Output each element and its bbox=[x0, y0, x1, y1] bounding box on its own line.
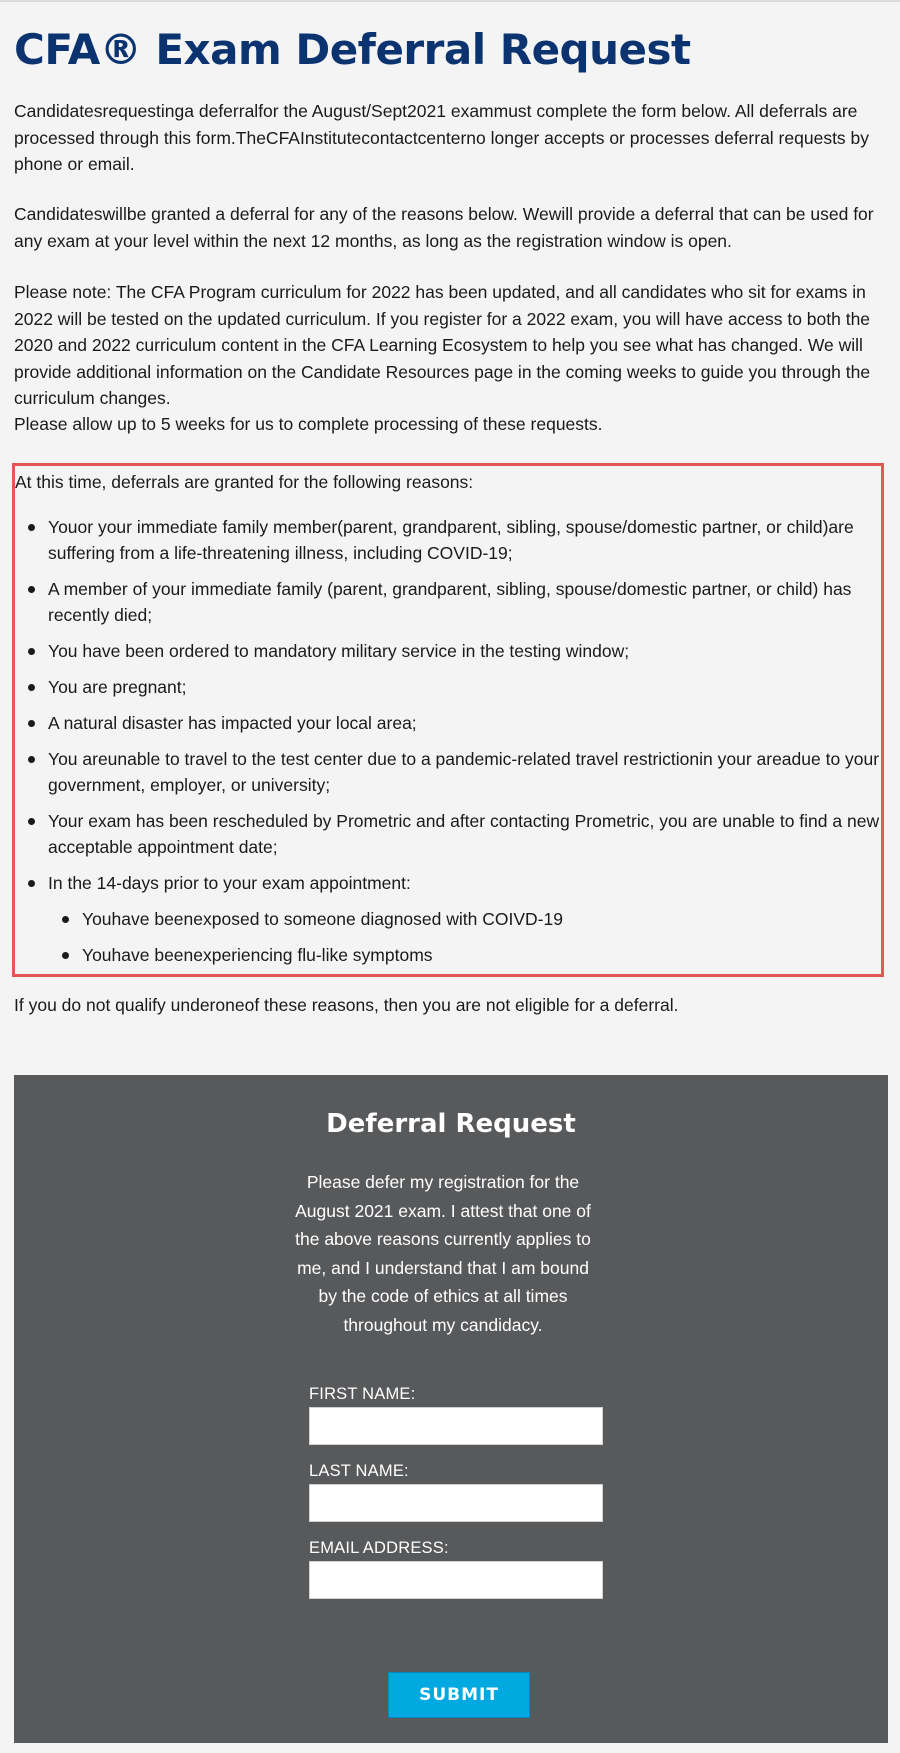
sub-reason-symptoms: Youhave beenexperiencing flu-like symptoms bbox=[82, 942, 884, 968]
reason-item-disaster: A natural disaster has impacted your local area; bbox=[48, 710, 884, 736]
deferral-request-form bbox=[14, 1075, 888, 1743]
last-name-label: LAST NAME: bbox=[309, 1462, 409, 1480]
email-address-input[interactable] bbox=[309, 1561, 603, 1599]
sub-reason-exposed: Youhave beenexposed to someone diagnosed with COIVD-19 bbox=[82, 906, 884, 932]
reason-item-travel: You areunable to travel to the test center due to a pandemic-related travel restrictionin your areadue to your government, employer, or university; bbox=[48, 746, 884, 798]
first-name-input[interactable] bbox=[309, 1407, 603, 1445]
deferral-reasons-box bbox=[12, 463, 884, 977]
email-address-label: EMAIL ADDRESS: bbox=[309, 1539, 449, 1557]
last-name-input[interactable] bbox=[309, 1484, 603, 1522]
intro-paragraph: Candidatesrequestinga deferralfor the August/Sept2021 exammust complete the form below. All deferrals are processed through this form.TheCFAInstitutecontactcenterno longer accepts or processes deferral requests by phone or email. bbox=[14, 101, 870, 174]
reasons-list bbox=[15, 514, 884, 978]
main-content bbox=[14, 22, 886, 1015]
processing-time-paragraph: Please allow up to 5 weeks for us to complete processing of these requests. bbox=[14, 414, 603, 434]
reason-item-rescheduled: Your exam has been rescheduled by Prometric and after contacting Prometric, you are unable to find a new acceptable appointment date; bbox=[48, 808, 884, 860]
curriculum-note-paragraph: Please note: The CFA Program curriculum for 2022 has been updated, and all candidates who sit for exams in 2022 will be tested on the updated curriculum. If you register for a 2022 exam, you will have access to both the 2020 and 2022 curriculum content in the CFA Learning Ecosystem to help you see what has changed. We will provide additional information on the Candidate Resources page in the coming weeks to guide you through the curriculum changes. bbox=[14, 282, 871, 408]
page-title: CFA® Exam Deferral Request bbox=[14, 25, 691, 74]
reason-item-pregnant: You are pregnant; bbox=[48, 674, 884, 700]
eligibility-paragraph: Candidateswillbe granted a deferral for any of the reasons below. Wewill provide a deferral that can be used for any exam at your level within the next 12 months, as long as the registration window is open. bbox=[14, 204, 874, 251]
top-divider bbox=[0, 0, 900, 2]
first-name-label: FIRST NAME: bbox=[309, 1385, 416, 1403]
reason-14-days-label: In the 14-days prior to your exam appointment: bbox=[48, 873, 411, 893]
eligibility-footer-note: If you do not qualify underoneof these reasons, then you are not eligible for a deferral. bbox=[14, 995, 679, 1015]
submit-button[interactable]: SUBMIT bbox=[388, 1672, 530, 1718]
reasons-intro: At this time, deferrals are granted for the following reasons: bbox=[15, 472, 474, 492]
reason-item-14-days bbox=[48, 870, 884, 968]
reasons-sub-list bbox=[48, 906, 884, 968]
reason-item-military: You have been ordered to mandatory military service in the testing window; bbox=[48, 638, 884, 664]
form-attestation-text: Please defer my registration for the August 2021 exam. I attest that one of the above reasons currently applies to me, and I understand that I am bound by the code of ethics at all times throughout my candidacy. bbox=[295, 1172, 591, 1335]
reason-item-illness: Youor your immediate family member(parent, grandparent, sibling, spouse/domestic partner, or child)are suffering from a life-threatening illness, including COVID-19; bbox=[48, 514, 884, 566]
form-title: Deferral Request bbox=[326, 1109, 576, 1139]
reason-item-family-death: A member of your immediate family (parent, grandparent, sibling, spouse/domestic partner, or child) has recently died; bbox=[48, 576, 884, 628]
